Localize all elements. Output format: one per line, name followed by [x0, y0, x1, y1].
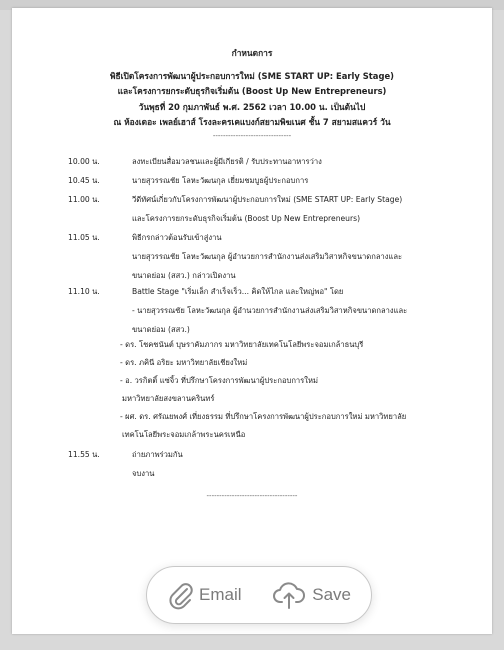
- schedule-time: 11.55 น.: [68, 450, 100, 459]
- panelist-line: - อ. วรกิตติ์ แซ่จิ้ว ที่ปรึกษาโครงการพัฒนาผู้ประกอบการใหม่: [120, 376, 318, 385]
- schedule-time: 10.45 น.: [68, 176, 100, 185]
- panelist-line: - ดร. โชคชนันต์ บุษราคัมภากร มหาวิทยาลัยเทคโนโลยีพระจอมเกล้าธนบุรี: [120, 340, 364, 349]
- schedule-time: 11.05 น.: [68, 233, 100, 242]
- schedule-line: จบงาน: [132, 468, 155, 478]
- schedule-text: [132, 192, 476, 227]
- header-line-2: และโครงการยกระดับธุรกิจเริ่มต้น (Boost Up New Entrepreneurs): [117, 86, 387, 96]
- header-line-1: พิธีเปิดโครงการพัฒนาผู้ประกอบการใหม่ (SME START UP: Early Stage): [110, 70, 394, 81]
- document-title: กำหนดการ: [231, 48, 273, 58]
- footer-divider: ------------------------------------: [206, 492, 298, 500]
- header-divider: -------------------------------: [212, 131, 292, 140]
- schedule-line: Battle Stage "เริ่มเล็ก สำเร็จเร็ว... คิดให้ไกล และใหญ่พอ" โดย: [132, 287, 344, 296]
- schedule-line: ลงทะเบียนสื่อมวลชนและผู้มีเกียรติ / รับประทานอาหารว่าง: [132, 157, 322, 166]
- schedule-text: [132, 284, 476, 337]
- schedule-line: ขนาดย่อม (สสว.) กล่าวเปิดงาน: [132, 270, 236, 280]
- schedule-line: ถ่ายภาพร่วมกัน: [132, 450, 183, 459]
- panelist-line: - ผศ. ดร. ศรัณยพงศ์ เที่ยงธรรม ที่ปรึกษาโครงการพัฒนาผู้ประกอบการใหม่ มหาวิทยาลัย: [120, 412, 407, 421]
- share-action-bar: [146, 566, 372, 624]
- schedule-text: [132, 447, 476, 482]
- schedule-line: วีดีทัศน์เกี่ยวกับโครงการพัฒนาผู้ประกอบการใหม่ (SME START UP: Early Stage): [132, 195, 403, 204]
- panelist-line: มหาวิทยาลัยสงขลานครินทร์: [122, 394, 215, 403]
- save-button[interactable]: [272, 580, 351, 610]
- save-label: Save: [312, 585, 351, 604]
- email-label: Email: [199, 585, 242, 604]
- document-header: [12, 46, 492, 141]
- schedule-text: [132, 154, 476, 170]
- schedule-text: [132, 173, 476, 189]
- cloud-upload-icon: [272, 580, 306, 610]
- schedule-line: นายสุวรรณชัย โลหะวัฒนกุล เยี่ยมชมบูธผู้ประกอบการ: [132, 176, 309, 185]
- schedule-line: ขนาดย่อม (สสว.): [132, 324, 190, 334]
- schedule-time: 10.00 น.: [68, 157, 100, 166]
- panelist-line: - ดร. ภคินี อริยะ มหาวิทยาลัยเชียงใหม่: [120, 358, 248, 367]
- schedule-text: [132, 230, 476, 283]
- header-line-3: วันพุธที่ 20 กุมภาพันธ์ พ.ศ. 2562 เวลา 10.00 น. เป็นต้นไป: [138, 101, 366, 112]
- document-page: [12, 8, 492, 634]
- header-line-4: ณ ห้องเดอะ เพลย์เฮาส์ โรงละครเคแบงก์สยามพิฆเนศ ชั้น 7 สยามสแควร์ วัน: [113, 117, 391, 127]
- schedule-line: และโครงการยกระดับธุรกิจเริ่มต้น (Boost Up New Entrepreneurs): [132, 213, 361, 223]
- schedule-time: 11.10 น.: [68, 287, 100, 296]
- panelist-line: เทคโนโลยีพระจอมเกล้าพระนครเหนือ: [122, 430, 246, 439]
- paperclip-icon: [167, 580, 193, 610]
- schedule-time: 11.00 น.: [68, 195, 100, 204]
- schedule-line: - นายสุวรรณชัย โลหะวัฒนกุล ผู้อำนวยการสำนักงานส่งเสริมวิสาหกิจขนาดกลางและ: [132, 305, 408, 315]
- email-button[interactable]: [167, 580, 242, 610]
- schedule-line: พิธีกรกล่าวต้อนรับเข้าสู่งาน: [132, 233, 222, 242]
- schedule-line: นายสุวรรณชัย โลหะวัฒนกุล ผู้อำนวยการสำนักงานส่งเสริมวิสาหกิจขนาดกลางและ: [132, 251, 403, 261]
